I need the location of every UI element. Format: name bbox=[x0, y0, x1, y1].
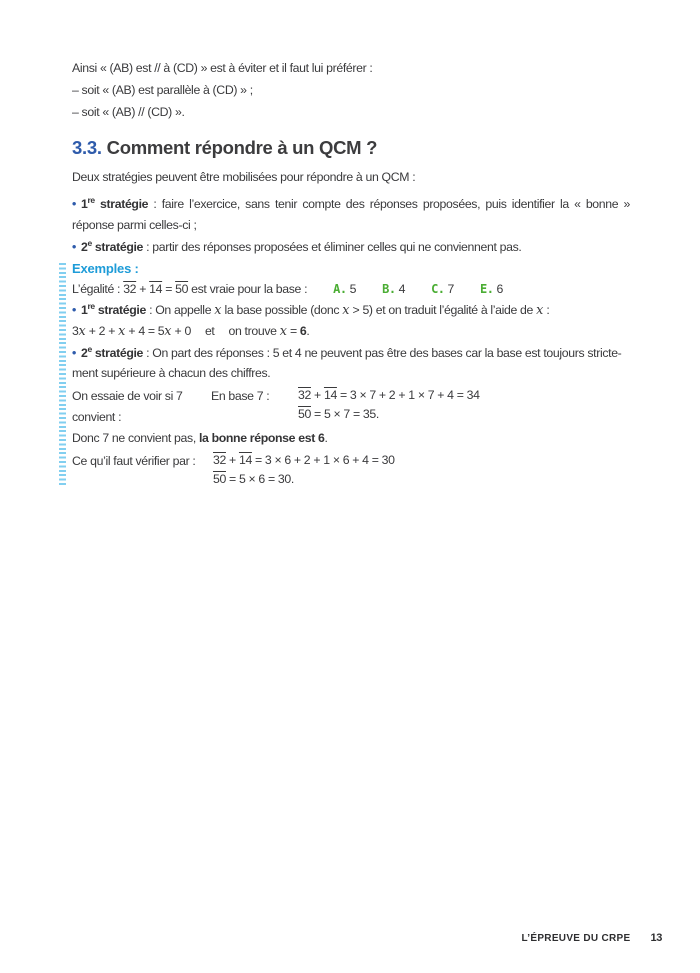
strategies-intro: Deux stratégies peuvent être mobilisées pour répondre à un QCM : bbox=[72, 170, 416, 184]
choice-a: A. 5 bbox=[333, 282, 357, 296]
strategy-bullet-1 bbox=[72, 194, 630, 237]
base-label: En base 7 : bbox=[211, 389, 270, 403]
verify-intro: Ce qu’il faut vérifier par : bbox=[72, 454, 196, 468]
page-content bbox=[72, 57, 630, 489]
equation-line: 32 + 14 = 3 × 7 + 2 + 1 × 7 + 4 = 34 bbox=[298, 388, 480, 402]
example-strategy-1: • 1re stratégie : On appelle x la base possible (donc x > 5) et on traduit l’égalité à l’aide de x : bbox=[72, 300, 550, 318]
math-variable: x bbox=[164, 324, 172, 339]
base7-check-row bbox=[72, 386, 630, 427]
equation-line: 50 = 5 × 6 = 30. bbox=[213, 472, 294, 486]
choice-c: C. 7 bbox=[431, 282, 455, 296]
section-title: Comment répondre à un QCM ? bbox=[106, 137, 378, 158]
bullet-icon: • bbox=[72, 345, 76, 360]
strategy-1-term: 1re stratégie bbox=[80, 300, 146, 317]
separator: : bbox=[148, 196, 162, 211]
choice-e: E. 6 bbox=[480, 282, 503, 296]
conclusion-line: Donc 7 ne convient pas, la bonne réponse est 6. bbox=[72, 431, 328, 445]
math-variable: x bbox=[342, 302, 350, 318]
strategy-2-line1: On part des réponses : 5 et 4 ne peuvent pas être des bases car la base est toujours stricte- bbox=[152, 345, 622, 360]
page-footer bbox=[521, 932, 662, 944]
examples-block bbox=[72, 259, 630, 490]
footer-title: L’ÉPREUVE DU CRPE bbox=[521, 933, 631, 944]
overlined-number: 32 bbox=[123, 282, 137, 296]
result-value: 6 bbox=[299, 324, 307, 338]
overlined-number: 14 bbox=[149, 282, 163, 296]
bullet-icon: • bbox=[72, 302, 76, 317]
math-variable: x bbox=[279, 324, 287, 339]
dashed-border-icon bbox=[59, 263, 66, 486]
choice-b: B. 4 bbox=[382, 282, 406, 296]
equality-line: L’égalité : 32 + 14 = 50 est vraie pour la base : A. 5 B. 4 C. 7 E. 6 bbox=[72, 279, 630, 300]
paragraph-line: – soit « (AB) // (CD) ». bbox=[72, 105, 185, 119]
check-intro: On essaie de voir si 7 convient : bbox=[72, 389, 183, 424]
working-equation: 3x + 2 + x + 4 = 5x + 0 et on trouve x = 6. bbox=[72, 321, 630, 343]
math-variable: x bbox=[536, 302, 544, 318]
answer-choices bbox=[333, 279, 503, 300]
strategy-2-term: 2e stratégie bbox=[80, 237, 144, 254]
paragraph-line: – soit « (AB) est parallèle à (CD) » ; bbox=[72, 83, 253, 97]
base7-equations bbox=[298, 386, 480, 424]
overlined-number: 50 bbox=[175, 282, 189, 296]
bullet-icon: • bbox=[72, 196, 76, 211]
strategy-1-text: faire l’exercice, sans tenir compte des réponses proposées, puis identifier la « bonne » réponse parmi celles-ci ; bbox=[72, 196, 630, 232]
strategy-2-line2: ment supérieure à chacun des chiffres. bbox=[72, 366, 271, 380]
intro-paragraph bbox=[72, 57, 630, 123]
example-strategy-2: • 2e stratégie : On part des réponses : 5 et 4 ne peuvent pas être des bases car la base est toujours stricte- ment supérieure à chacun des chiffres. bbox=[72, 343, 622, 380]
strategy-2-text: partir des réponses proposées et éliminer celles qui ne conviennent pas. bbox=[152, 240, 522, 254]
math-variable: x bbox=[118, 324, 126, 339]
section-number: 3.3. bbox=[72, 137, 102, 158]
math-variable: x bbox=[214, 302, 222, 318]
verification-row bbox=[72, 451, 630, 489]
examples-label: Exemples : bbox=[72, 260, 139, 276]
conclusion-bold: la bonne réponse est 6 bbox=[198, 431, 325, 445]
strategy-2-term: 2e stratégie bbox=[80, 343, 144, 360]
conjunction: et bbox=[204, 324, 215, 338]
equation-line: 32 + 14 = 3 × 6 + 2 + 1 × 6 + 4 = 30 bbox=[213, 453, 395, 467]
verify-equations bbox=[213, 451, 395, 489]
math-variable: x bbox=[78, 324, 86, 339]
paragraph-line: Ainsi « (AB) est // à (CD) » est à éviter et il faut lui préférer : bbox=[72, 61, 373, 75]
bullet-icon: • bbox=[72, 240, 76, 254]
page-number: 13 bbox=[650, 932, 662, 944]
strategy-1-term: 1re stratégie bbox=[80, 194, 149, 211]
strategy-bullet-2 bbox=[72, 237, 630, 259]
separator: : bbox=[143, 240, 153, 254]
equation-line: 50 = 5 × 7 = 35. bbox=[298, 407, 379, 421]
section-heading bbox=[72, 136, 630, 159]
